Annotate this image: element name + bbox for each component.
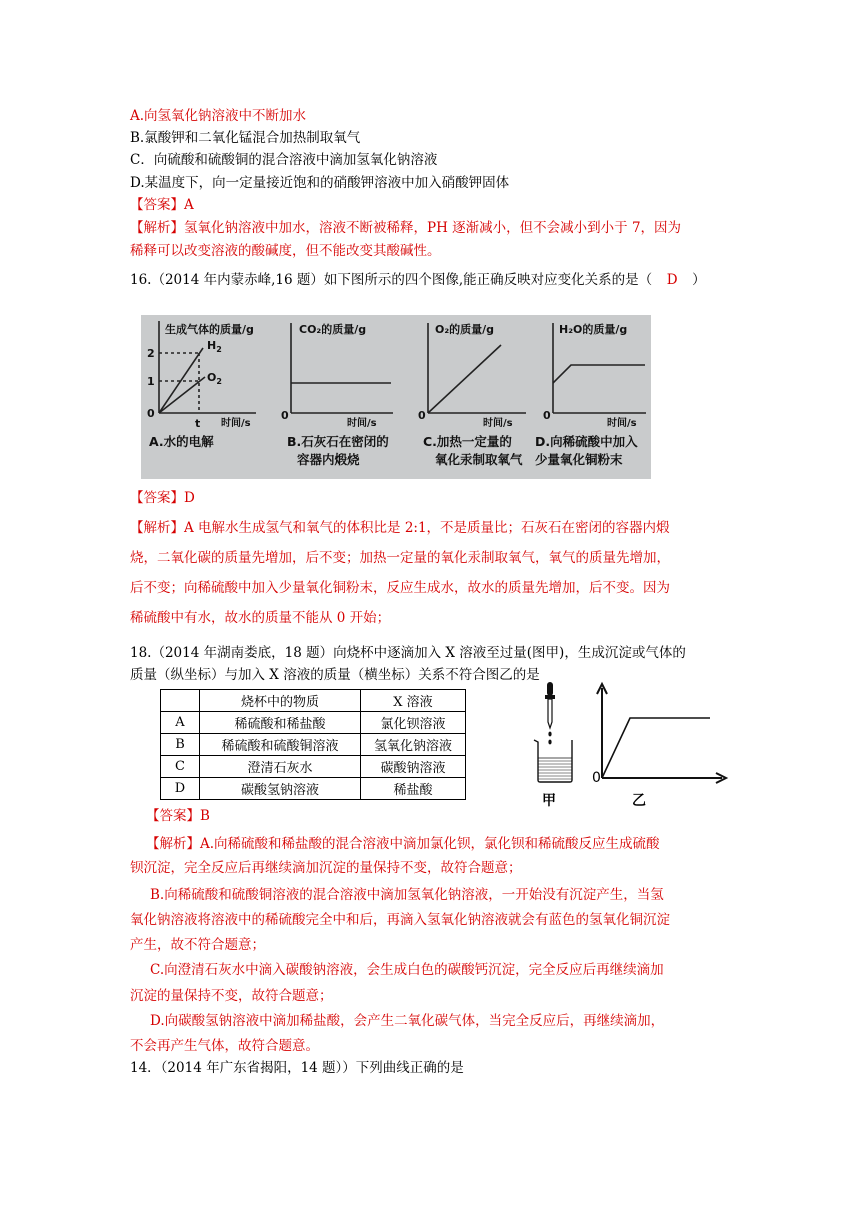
q16-stem-end: ）: [692, 272, 706, 288]
row-key: D: [161, 778, 200, 800]
q15-analysis-line-1: [130, 218, 681, 238]
graph-b-caption-1: B.石灰石在密闭的: [287, 434, 389, 449]
o2-symbol: O: [207, 371, 217, 384]
dropper-icon: [545, 682, 555, 744]
q15-option-b: B.氯酸钾和二氧化锰混合加热制取氧气: [130, 130, 361, 146]
graph-a-tick-2: 2: [147, 347, 155, 360]
q18-fig-jia: 甲: [542, 793, 556, 809]
table-header-x: X 溶液: [361, 690, 466, 712]
q18-origin-label: 0: [592, 770, 601, 786]
q16-answer: [130, 488, 195, 508]
analysis-text: 氢氧化钠溶液中加水，溶液不断被稀释，PH 逐渐减小，但不会减小到小于 7，因为: [184, 220, 682, 236]
q18-stem-line-2: 质量（纵坐标）与加入 X 溶液的质量（横坐标）关系不符合图乙的是: [130, 667, 540, 683]
q16-analysis-line-3: 后不变；向稀硫酸中加入少量氧化铜粉末，反应生成水，故水的质量先增加，后不变。因为: [130, 580, 670, 596]
row-key: B: [161, 734, 200, 756]
graph-a-ylabel: 生成气体的质量/g: [165, 323, 254, 336]
q16-stem-text: 16.（2014 年内蒙赤峰,16 题）如下图所示的四个图像,能正确反映对应变化关系的是（: [130, 272, 653, 288]
q18-analysis-d-1: D.向碳酸氢钠溶液中滴加稀盐酸，会产生二氧化碳气体，当完全反应后，再继续滴加，: [150, 1013, 665, 1029]
graph-d-xlabel: 时间/s: [607, 418, 637, 429]
graph-b-origin: 0: [281, 409, 289, 422]
row-key: A: [161, 712, 200, 734]
graph-a-tick-t: t: [195, 417, 201, 430]
row-x-solution: 稀盐酸: [361, 778, 466, 800]
q16-stem: [130, 270, 706, 290]
graph-a-xlabel: 时间/s: [221, 418, 251, 429]
graph-a-o2-label: [207, 369, 222, 390]
table-row: [161, 712, 466, 734]
q18-analysis-d-2: 不会再产生气体，故符合题意。: [130, 1038, 319, 1054]
row-substance: 澄清石灰水: [200, 756, 361, 778]
o2-subscript: 2: [216, 377, 222, 387]
q18-analysis-c-2: 沉淀的量保持不变，故符合题意；: [130, 988, 333, 1004]
table-header-row: [161, 690, 466, 712]
h2-symbol: H: [207, 339, 217, 352]
q15-option-d: D.某温度下，向一定量接近饱和的硝酸钾溶液中加入硝酸钾固体: [130, 175, 510, 191]
q18-answer: [146, 806, 210, 826]
answer-tag: 【答案】: [146, 808, 200, 824]
analysis-tag: 【解析】: [130, 520, 184, 536]
answer-tag: 【答案】: [130, 197, 184, 213]
analysis-tag: 【解析】: [146, 836, 200, 852]
table-header-key: [161, 690, 200, 712]
graph-b-xlabel: 时间/s: [347, 418, 377, 429]
row-x-solution: 氢氧化钠溶液: [361, 734, 466, 756]
q18-analysis-b-2: 氧化钠溶液将溶液中的稀硫酸完全中和后，再滴入氢氧化钠溶液就会有蓝色的氢氧化铜沉淀: [130, 912, 670, 928]
graph-d-origin: 0: [543, 409, 551, 422]
q18-fig-yi: 乙: [632, 793, 646, 809]
row-substance: 稀硫酸和硫酸铜溶液: [200, 734, 361, 756]
q16-stem-answer: D: [666, 272, 678, 288]
answer-value: B: [200, 808, 210, 824]
row-substance: 稀硫酸和稀盐酸: [200, 712, 361, 734]
answer-tag: 【答案】: [130, 490, 184, 506]
q18-figure: [530, 680, 730, 790]
row-key: C: [161, 756, 200, 778]
answer-value: D: [184, 490, 195, 506]
graph-b-ylabel: CO₂的质量/g: [299, 323, 367, 336]
table-row: [161, 778, 466, 800]
graph-c-caption-1: C.加热一定量的: [423, 434, 512, 449]
graph-c-caption-2: 氧化汞制取氧气: [435, 452, 523, 467]
q16-analysis-line-1: [130, 518, 670, 538]
table-row: [161, 756, 466, 778]
graph-c-ylabel: O₂的质量/g: [435, 323, 495, 336]
graph-d-ylabel: H₂O的质量/g: [559, 323, 628, 336]
q18-analysis-b-3: 产生，故不符合题意；: [130, 937, 265, 953]
graph-a-caption: A.水的电解: [149, 434, 214, 449]
q18-stem-line-1: 18.（2014 年湖南娄底，18 题）向烧杯中逐滴加入 X 溶液至过量(图甲)，生成沉淀或气体的: [130, 645, 686, 661]
analysis-tag: 【解析】: [130, 220, 184, 236]
h2-subscript: 2: [216, 345, 222, 355]
graph-yi: [597, 684, 726, 783]
table-header-substance: 烧杯中的物质: [200, 690, 361, 712]
q18-analysis-a-1: [146, 834, 660, 854]
graph-a-tick-1: 1: [147, 375, 155, 388]
q15-analysis-line-2: 稀释可以改变溶液的酸碱度，但不能改变其酸碱性。: [130, 243, 441, 259]
q16-graphs-figure: [141, 315, 651, 479]
table-row: [161, 734, 466, 756]
graph-a-origin: 0: [147, 407, 155, 420]
q15-option-a: A.向氢氧化钠溶液中不断加水: [130, 108, 307, 124]
q16-analysis-line-2: 烧，二氧化碳的质量先增加，后不变；加热一定量的氧化汞制取氧气，氧气的质量先增加，: [130, 550, 670, 566]
row-x-solution: 氯化钡溶液: [361, 712, 466, 734]
graph-d-line: [553, 365, 645, 383]
q15-option-c: C．向硫酸和硫酸铜的混合溶液中滴加氢氧化钠溶液: [130, 152, 438, 168]
analysis-text: A 电解水生成氢气和氧气的体积比是 2:1，不是质量比；石灰石在密闭的容器内煅: [184, 520, 670, 536]
row-substance: 碳酸氢钠溶液: [200, 778, 361, 800]
graph-d-caption-1: D.向稀硫酸中加入: [535, 434, 638, 449]
q14-stem: 14．（2014 年广东省揭阳，14 题））下列曲线正确的是: [130, 1060, 464, 1076]
analysis-text: A.向稀硫酸和稀盐酸的混合溶液中滴加氯化钡，氯化钡和稀硫酸反应生成硫酸: [200, 836, 660, 852]
q18-analysis-c-1: C.向澄清石灰水中滴入碳酸钠溶液，会生成白色的碳酸钙沉淀，完全反应后再继续滴加: [150, 962, 664, 978]
beaker-icon: [534, 740, 572, 782]
q18-analysis-a-2: 钡沉淀，完全反应后再继续滴加沉淀的量保持不变，故符合题意；: [130, 860, 522, 876]
graph-c-line: [428, 345, 501, 413]
graph-d-caption-2: 少量氧化铜粉末: [535, 452, 623, 467]
graph-a-o2-line: [159, 377, 205, 413]
q15-answer: [130, 195, 194, 215]
answer-value: A: [184, 197, 194, 213]
graph-c-origin: 0: [418, 409, 426, 422]
q18-analysis-b-1: B.向稀硫酸和硫酸铜溶液的混合溶液中滴加氢氧化钠溶液，一开始没有沉淀产生，当氢: [150, 887, 664, 903]
q16-analysis-line-4: 稀硫酸中有水，故水的质量不能从 0 开始；: [130, 610, 391, 626]
graph-b-caption-2: 容器内煅烧: [297, 452, 360, 467]
q18-table: [160, 689, 466, 800]
row-x-solution: 碳酸钠溶液: [361, 756, 466, 778]
graph-c-xlabel: 时间/s: [483, 418, 513, 429]
graph-a-h2-label: [207, 337, 222, 358]
